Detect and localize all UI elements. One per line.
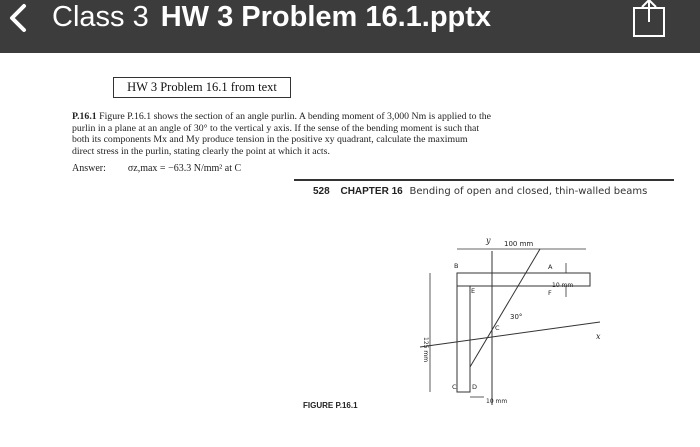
answer-value: σz,max = −63.3 N/mm² at C: [127, 163, 242, 174]
chevron-left-icon: [2, 2, 42, 38]
share-icon: [630, 0, 670, 40]
point-e-label: E: [471, 287, 476, 295]
point-b-label: B: [454, 262, 459, 270]
class-label: Class 3: [52, 1, 149, 33]
x-axis: [420, 322, 600, 347]
answer-line: [72, 163, 241, 174]
point-c-label: C: [452, 383, 457, 391]
share-button[interactable]: [630, 0, 670, 40]
point-d-label: D: [472, 383, 478, 391]
page-rule: [294, 179, 674, 181]
document-title: HW 3 Problem 16.1.pptx: [160, 1, 492, 33]
window-title: [52, 0, 491, 37]
y-axis-label: y: [486, 236, 491, 245]
dim-top-label: 100 mm: [504, 240, 534, 248]
angle-section-figure: [400, 227, 600, 427]
title-bar: [0, 0, 700, 53]
chapter-number: 528: [313, 186, 330, 197]
chapter-title: CHAPTER 16: [340, 186, 403, 197]
x-axis-label: x: [596, 332, 601, 341]
vertical-flange: [457, 286, 470, 392]
problem-statement: [72, 111, 492, 157]
answer-label: Answer:: [72, 163, 106, 174]
angle-label: 30°: [510, 313, 523, 321]
point-a-label: A: [548, 263, 553, 271]
back-button[interactable]: [2, 2, 54, 38]
problem-number: P.16.1: [72, 111, 97, 122]
point-f-label: F: [548, 289, 552, 297]
chapter-heading: [313, 186, 647, 197]
hw-title-box: HW 3 Problem 16.1 from text: [113, 77, 291, 98]
centroid-c-label: C: [495, 324, 500, 332]
chapter-subtitle: Bending of open and closed, thin-walled beams: [409, 186, 648, 197]
dim-bottom-label: 10 mm: [486, 398, 508, 405]
dim-right-label: 10 mm: [552, 282, 574, 289]
moment-line: [470, 249, 540, 367]
figure-caption: FIGURE P.16.1: [303, 401, 358, 410]
dim-left-label: 125 mm: [422, 337, 429, 363]
problem-text: Figure P.16.1 shows the section of an angle purlin. A bending moment of 3,000 Nm is applied to the purlin in a plane at an angle of 30° to the vertical y axis. If the sense of the bending moment is such that both its components Mx and My produce tension in the positive xy quadrant, calculate the maximum direct stress in the purlin, stating clearly the point at which it acts.: [72, 111, 491, 157]
